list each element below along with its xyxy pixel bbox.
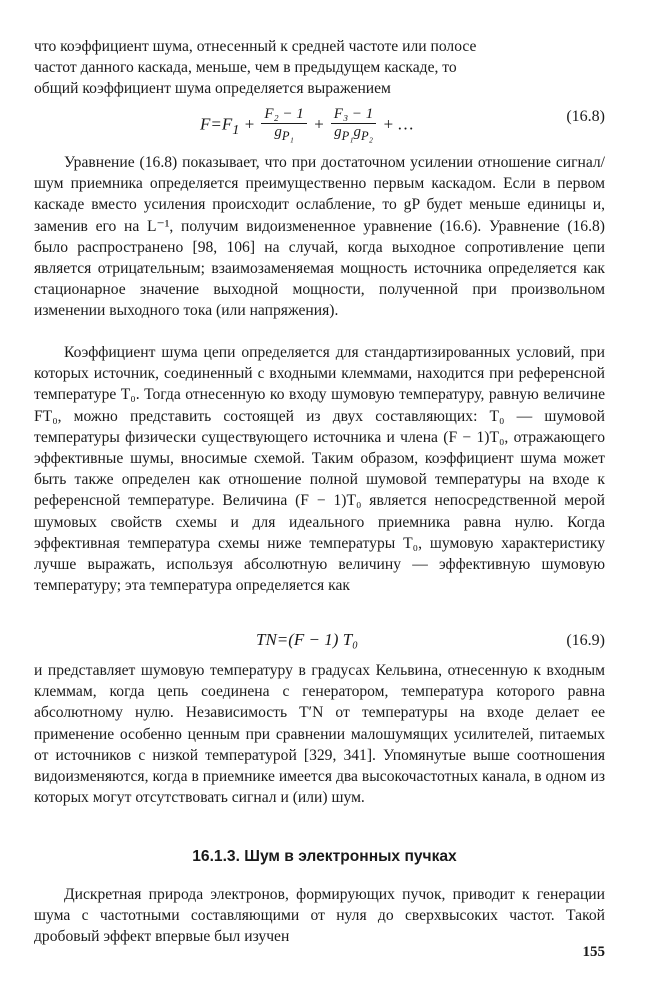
eq-g2a-sub: P₁: [341, 129, 354, 143]
section-heading: 16.1.3. Шум в электронных пучках: [192, 848, 457, 865]
eq-fraction-1-numerator: F₂ − 1: [261, 106, 307, 124]
eq-g2a: g: [334, 124, 342, 140]
intro-line-2: частот данного каскада, меньше, чем в предыдущем каскаде, то: [34, 59, 457, 77]
equation-16-8: [0, 102, 605, 142]
paragraph-1: [34, 152, 605, 322]
eq-plus-2: +: [308, 114, 329, 134]
eq-fraction-2-denominator: [331, 124, 377, 145]
eq-fraction-1-denominator: [261, 124, 307, 145]
intro-paragraph: [34, 36, 605, 100]
intro-line-3: общий коэффициент шума определяется выражением: [34, 80, 391, 98]
equation-16-8-formula: [200, 106, 413, 145]
eq-g1: g: [274, 124, 282, 140]
paragraph-1-text: Уравнение (16.8) показывает, что при достаточном усилении отношение сигнал/шум приемника определяется преимущественно первым каскадом. Если в первом каскаде вместо усиления происходит ослабление, то gP будет меньше единицы и, заменив его на L⁻¹, получим видоизмененное уравнение (16.6). Уравнение (16.8) было распространено [98, 106] на случай, когда выходное сопротивление цепи является отрицательным; взаимозаменяемая мощность источника определяется как стационарное значение выходной мощности, полученной при произвольном изменении выходного тока (или напряжения).: [34, 154, 605, 320]
paragraph-2: [34, 342, 605, 596]
eq-g2b-sub: P₂: [361, 129, 374, 143]
eq-plus-1: +: [239, 114, 260, 134]
eq-lhs-sub: 1: [232, 121, 240, 138]
paragraph-4-text: Дискретная природа электронов, формирующих пучок, приводит к генерации шума с частотными составляющими от нуля до сверхвысоких частот. Такой дробовый эффект впервые был изучен: [34, 886, 605, 946]
eq-lhs: F=F: [200, 114, 233, 134]
page-number: 155: [582, 944, 605, 960]
eq-fraction-2-numerator: F₃ − 1: [331, 106, 377, 124]
equation-16-9-formula: TN=(F − 1) T₀: [256, 630, 359, 649]
paragraph-4: [34, 884, 605, 948]
intro-line-1: что коэффициент шума, отнесенный к средней частоте или полосе: [34, 38, 477, 55]
eq-fraction-1: [261, 106, 307, 145]
equation-16-8-number: (16.8): [566, 108, 605, 125]
equation-16-9-number: (16.9): [566, 632, 605, 649]
eq-g2b: g: [353, 124, 362, 140]
paragraph-2-text: Коэффициент шума цепи определяется для стандартизированных условий, при которых источник, соединенный с входными клеммами, находится при референсной температуре T₀. Тогда отнесенную ко входу шумовую температуру, равную величине FT₀, можно представить состоящей из двух составляющих: T₀ — шумовой температуры физически существующего источника и члена (F − 1)T₀, отражающего эффективные шумы, вносимые схемой. Таким образом, коэффициент шума может быть также определен как отношение полной шумовой температуры на входе к референсной температуре. Величина (F − 1)T₀ является непосредственной мерой шумовых свойств схемы и для идеального приемника равна нулю. Когда эффективная температура схемы ниже температуры T₀, шумовую характеристику лучше выражать, используя абсолютную величину — эффективную шумовую температуру; эта температура определяется как: [34, 344, 605, 595]
paragraph-3-text: и представляет шумовую температуру в градусах Кельвина, отнесенную к входным клеммам, когда цепь соединена с генератором, температура которого равна абсолютному нулю. Независимость T′N от температуры на входе делает ее применение особенно ценным при сравнении малошумящих усилителей, питаемых от источников с низкой температурой [329, 341]. Упомянутые выше соотношения видоизменяются, когда в приемнике имеется два высокочастотных канала, в одном из которых могут отсутствовать сигнал и (или) шум.: [34, 662, 605, 807]
eq-g1-sub: P₁: [281, 129, 294, 143]
eq-tail: + …: [378, 114, 414, 134]
eq-fraction-2: [331, 106, 377, 145]
paragraph-3: [34, 660, 605, 808]
